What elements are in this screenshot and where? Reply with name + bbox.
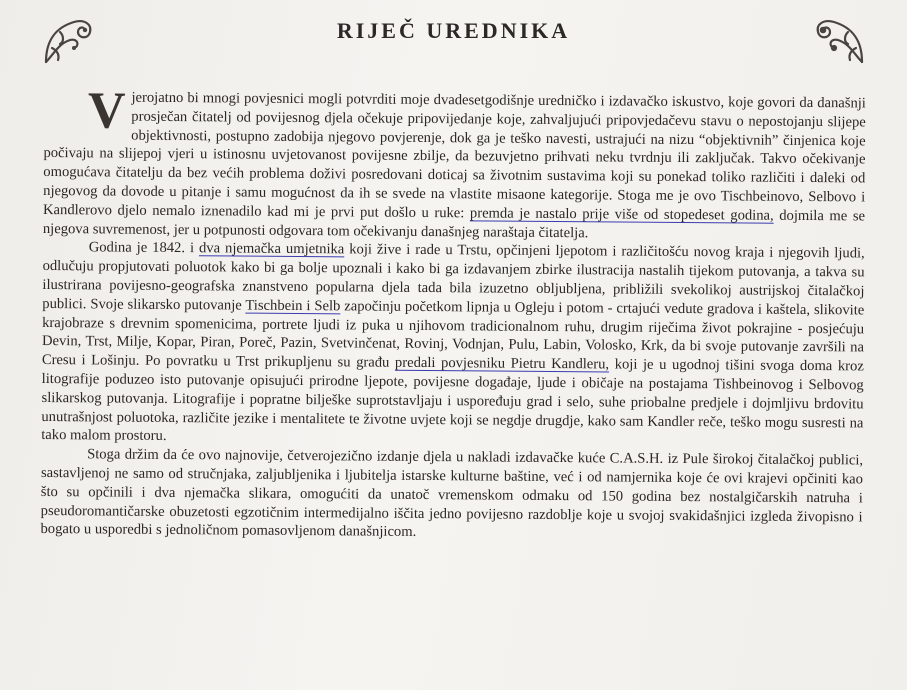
corner-flourish-icon bbox=[812, 14, 868, 70]
paragraph-2 bbox=[41, 238, 865, 451]
paragraph-3 bbox=[40, 445, 863, 545]
text-run: Godina je 1842. i bbox=[88, 239, 200, 257]
text-run: Stoga držim da će ovo najnovije, četverojezično izdanje djela u nakladi izdavačke kuće C.A.S.H. iz Pule širokoj čitalačkoj publici, sastavljenoj ne samo od stručnjaka, zaljubljenika i ljubitelja istarske kulturne baštine, već i od namjernika koje će ovi krajevi opčiniti kao što su opčinili i dva njemačka slikara, omogućiti da unatoč vremenskom odmaku od 150 godina bez nostalgičarskih natruha i pseudoromantičarske obuzetosti egzotičnim intermedijalno iščita jedno povijesno razdoblje koje u svojoj svakidašnjici izgleda živopisno i bogato u usporedbi s jednoličnom pomasovljenom današnjicom. bbox=[40, 446, 864, 541]
paragraph-1 bbox=[42, 82, 866, 245]
underlined-phrase: predali povjesniku Pietru Kandleru, bbox=[394, 354, 610, 373]
text-run: započinju početkom lipnja u Ogleju i potom - crtajući vedute gradova i kaštela, slikovite krajobraze s drevnim spomenicima, portrete ljudi iz puka u njihovom tradicionalnom ruhu, drugim riječima život pokrajine - posjećuju Devin, Trst, Milje, Kopar, Piran, Poreč, Pazin, Svetvinčenat, Rovinj, Vodnjan, Pulu, Labin, Volosko, Krk, da bi svoje putovanje završili na Cresu i Lošinju. Po povratku u Trst prikupljenu su građu bbox=[41, 298, 865, 371]
text-run: jerojatno bi mnogi povjesnici mogli potvrditi moje dvadesetgodišnje uredničko i izdavačko iskustvo, koje govori da današnji prosječan čitatelj od povijesnog djela očekuje pripovijedanje koje, zahvaljujući pripovjedačevu stavu o nepostojanju slijepe objektivnosti, postupno zadobija njegovo povjerenje, dok ga je teško navesti, ustrajući na nizu “objektivnih” činjenica koje počivaju na slijepoj vjeri u istinosnu uvjetovanost povijesne zbilje, da bezuvjetno prihvati neku tvrdnju ili zaključak. Takvo očekivanje omogućava čitatelju da bez većih problema doživi posredovani doticaj sa životnim sustavima koji su ponekad toliko različiti i daleki od njegovog da dovode u pitanje i samu mogućnost da ih se svede na vlastite misaone kategorije. Stoga me je ovo Tischbeinovo, Selbovo i Kandlerovo djelo nemalo iznenadilo kad mi je prvi put došlo u ruke: bbox=[42, 89, 866, 222]
underlined-phrase: Tischbein i Selb bbox=[245, 297, 341, 315]
text-run: koji je u ugodnoj tišini svoga doma kroz litografije poduzeo isto putovanje opisujući prirodne ljepote, povijesne događaje, ljude i običaje na postajama Tishbeinovog i Selbovog slikarskog putovanja. Litografije i popratne bilješke suprotstavljaju i uspoređuju grad i selo, suhe priobalne predjele i dojmljivu brdovitu unutrašnjost poluotoka, različite jezike i mentalitete te životne uvjete koji se negdje drugdje, kako sam Kandler reče, teško mogu susresti na tako malom prostoru. bbox=[41, 356, 864, 445]
drop-cap: V bbox=[87, 82, 126, 140]
text-run: dojmila me se njegova suvremenost, jer u potpunosti odgovara tom očekivanju današnjeg naraštaja čitatelja. bbox=[42, 207, 866, 241]
text-run: koji žive i rade u Trstu, opčinjeni ljepotom i različitošću novog kraja i njegovih ljudi, odlučuju propjutovati poluotok kako bi ga bolje upoznali i kako bi ga izdavanjem zbirke ilustracija nastalih tijekom putovanja, a takva su ilustrirana povijesno-geografska znanstveno popularna djela tada bila izuzetno obljubljena, približili svekolikoj austrijskoj čitalačkoj publici. Svoje slikarsko putovanje bbox=[42, 241, 865, 314]
underlined-phrase: dva njemačka umjetnika bbox=[198, 240, 345, 258]
underlined-phrase: premda je nastalo prije više od stopedeset godina, bbox=[469, 205, 774, 224]
editorial-body bbox=[40, 82, 866, 546]
page-title: RIJEČ UREDNIKA bbox=[336, 18, 571, 43]
